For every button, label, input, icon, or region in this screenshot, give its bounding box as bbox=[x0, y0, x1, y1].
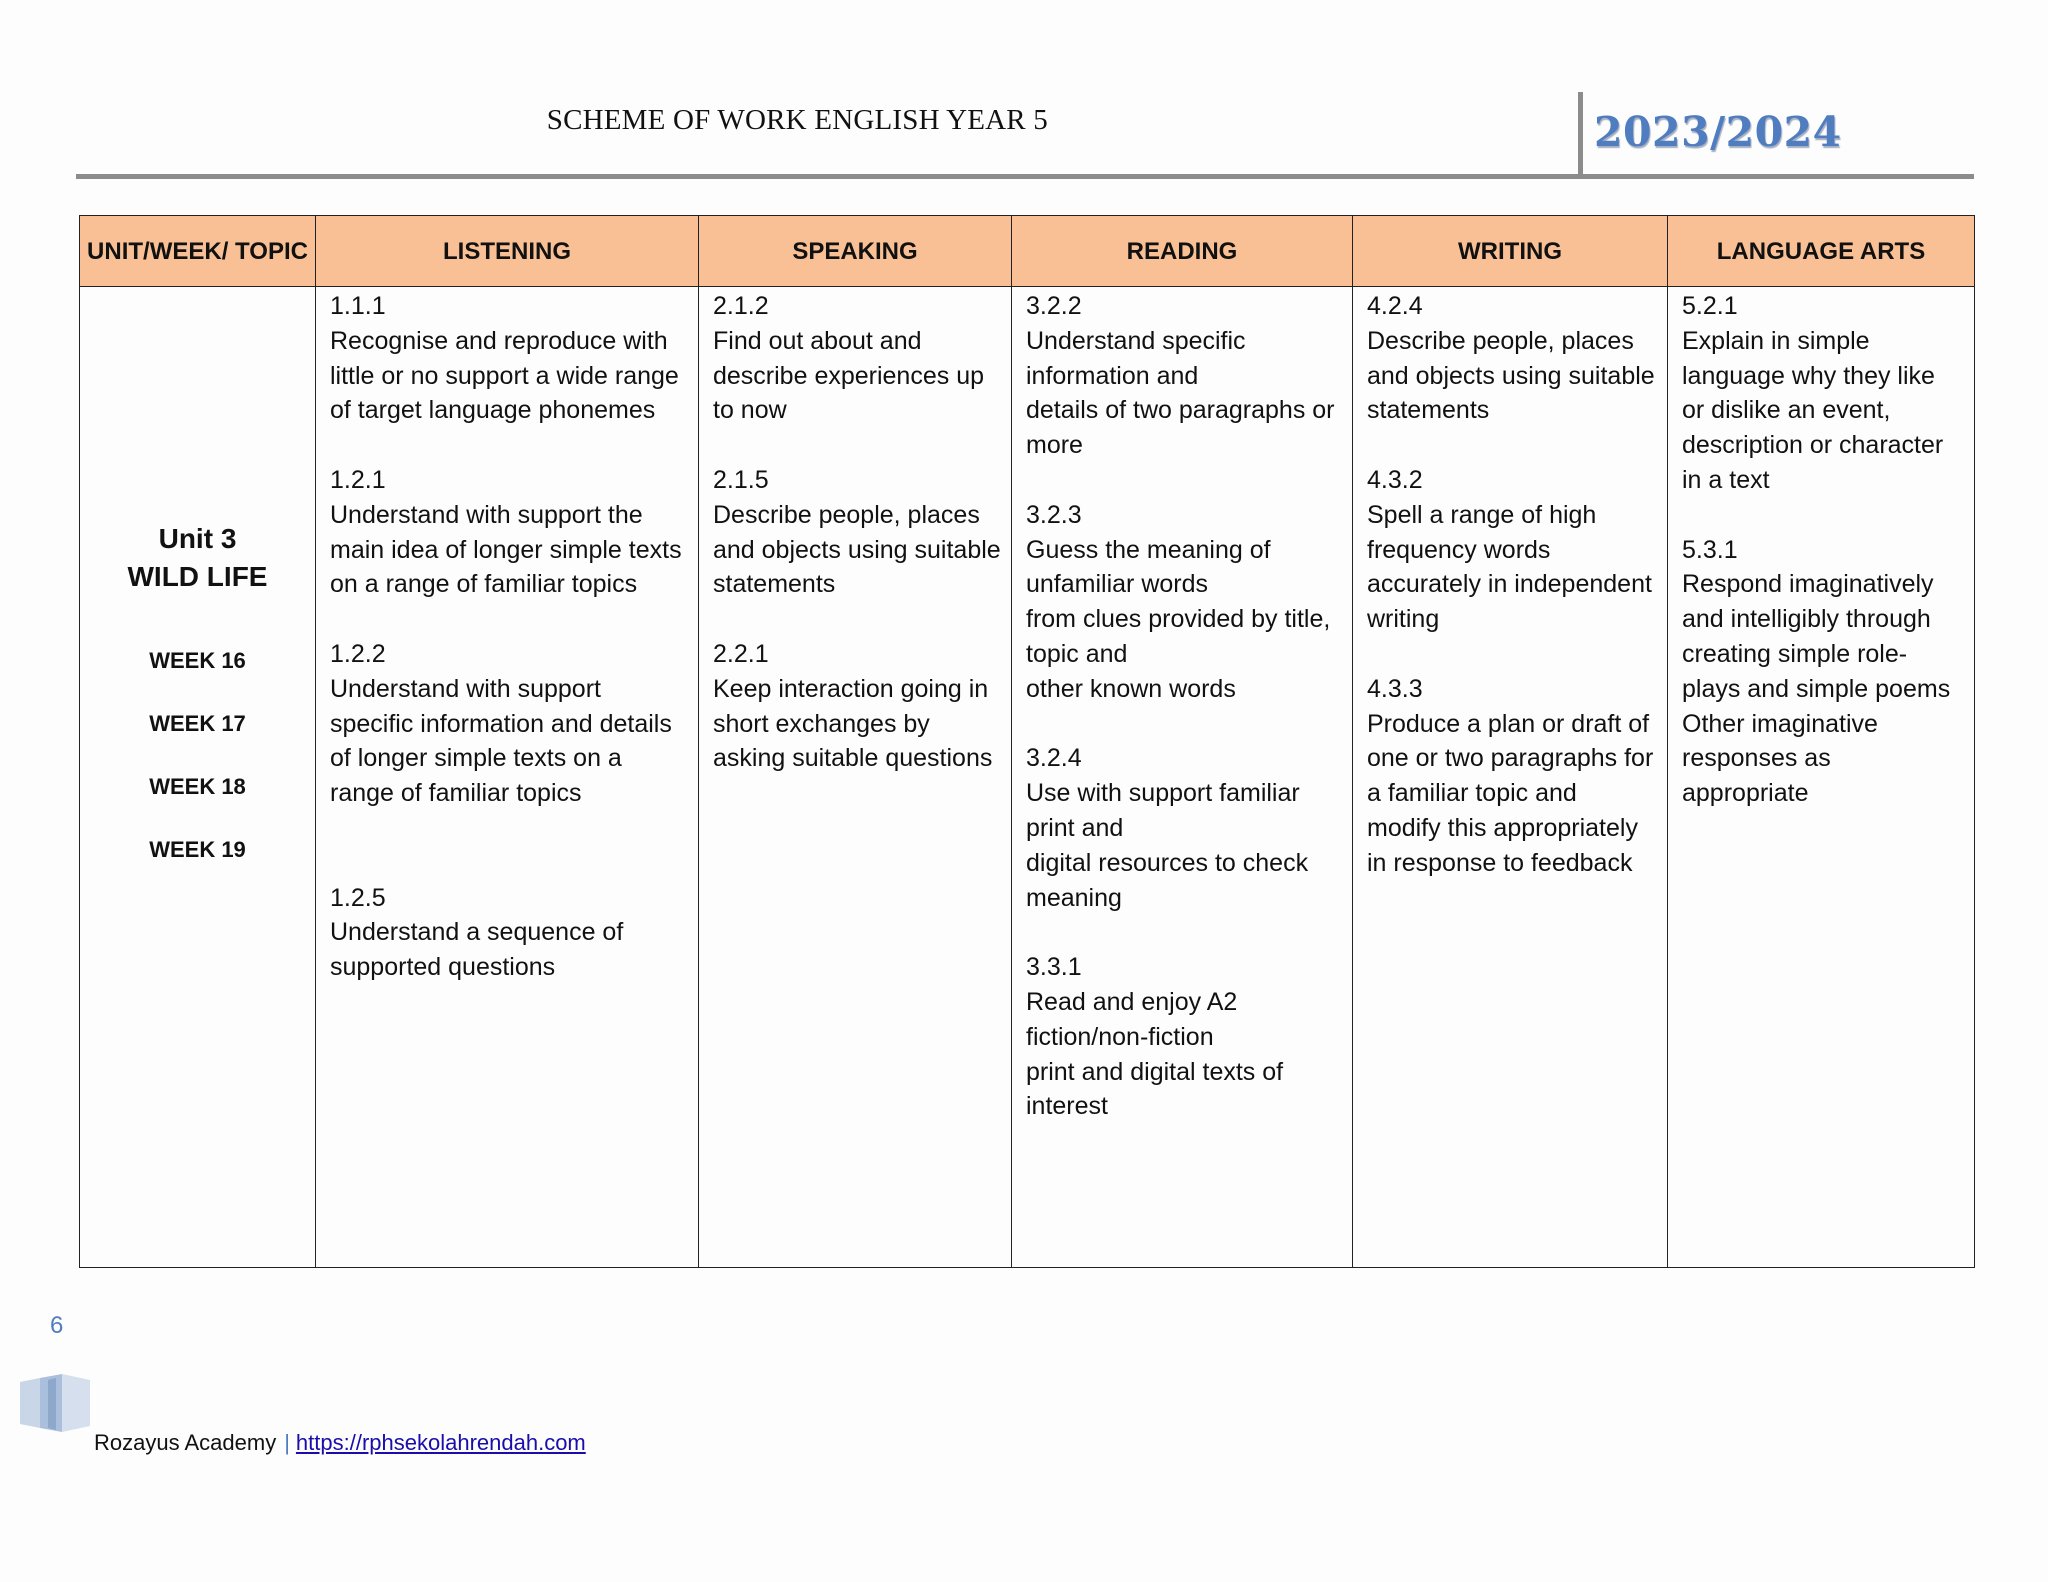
header-divider bbox=[1578, 92, 1583, 176]
footer-organization: Rozayus Academy bbox=[94, 1430, 277, 1455]
writing-standards: 4.2.4 Describe people, places and objects using suitable statements 4.3.2 Spell a range of high frequency words accurately in independent writing 4.3.3 Produce a plan or draft of one or two paragraphs for a familiar topic and modify this appropriately in response to feedback bbox=[1367, 292, 1655, 877]
topic-cell bbox=[80, 287, 316, 1268]
speaking-cell bbox=[699, 287, 1012, 1268]
header-writing: WRITING bbox=[1353, 216, 1668, 287]
listening-cell bbox=[316, 287, 699, 1268]
scheme-of-work-table bbox=[79, 215, 1975, 1268]
document-year: 2023/2024 bbox=[1594, 108, 1842, 156]
week-label: WEEK 19 bbox=[149, 837, 246, 862]
week-label: WEEK 16 bbox=[149, 648, 246, 673]
week-list bbox=[86, 648, 309, 863]
book-logo-icon bbox=[18, 1374, 94, 1432]
header-speaking: SPEAKING bbox=[699, 216, 1012, 287]
listening-standards: 1.1.1 Recognise and reproduce with little or no support a wide range of target language phonemes 1.2.1 Understand with support the main idea of longer simple texts on a range of familiar topics 1.2.2 Understand with support specific information and details of longer simple texts on a range of familiar topics 1.2.5 Understand a sequence of supported questions bbox=[330, 292, 682, 982]
page-number: 6 bbox=[50, 1312, 64, 1339]
language-arts-cell bbox=[1668, 287, 1975, 1268]
footer-website-link[interactable]: https://rphsekolahrendah.com bbox=[295, 1430, 586, 1455]
table-row bbox=[80, 287, 1975, 1268]
header-rule bbox=[76, 174, 1974, 179]
reading-standards: 3.2.2 Understand specific information and details of two paragraphs or more 3.2.3 Guess the meaning of unfamiliar words from clues provided by title, topic and other known words 3.2.4 Use with support familiar print and digital resources to check meaning 3.3.1 Read and enjoy A2 fiction/non-fiction print and digital texts of interest bbox=[1026, 292, 1335, 1121]
footer-credit bbox=[94, 1430, 586, 1456]
document-title: SCHEME OF WORK ENGLISH YEAR 5 bbox=[546, 104, 1048, 136]
topic-name: WILD LIFE bbox=[127, 561, 268, 592]
speaking-standards: 2.1.2 Find out about and describe experiences up to now 2.1.5 Describe people, places and objects using suitable statements 2.2.1 Keep interaction going in short exchanges by asking suitable questions bbox=[713, 292, 1001, 773]
language-arts-standards: 5.2.1 Explain in simple language why they like or dislike an event, description or character in a text 5.3.1 Respond imaginatively and intelligibly through creating simple role-plays and simple poems Other imaginative responses as appropriate bbox=[1682, 292, 1951, 808]
header-listening: LISTENING bbox=[316, 216, 699, 287]
week-label: WEEK 17 bbox=[149, 711, 246, 736]
footer-separator: | bbox=[284, 1430, 290, 1455]
reading-cell bbox=[1012, 287, 1353, 1268]
writing-cell bbox=[1353, 287, 1668, 1268]
header-reading: READING bbox=[1012, 216, 1353, 287]
table-header-row bbox=[80, 216, 1975, 287]
header-unit-week-topic: UNIT/WEEK/ TOPIC bbox=[80, 216, 316, 287]
week-label: WEEK 18 bbox=[149, 774, 246, 799]
unit-label: Unit 3 bbox=[158, 523, 237, 554]
header-language-arts: LANGUAGE ARTS bbox=[1668, 216, 1975, 287]
